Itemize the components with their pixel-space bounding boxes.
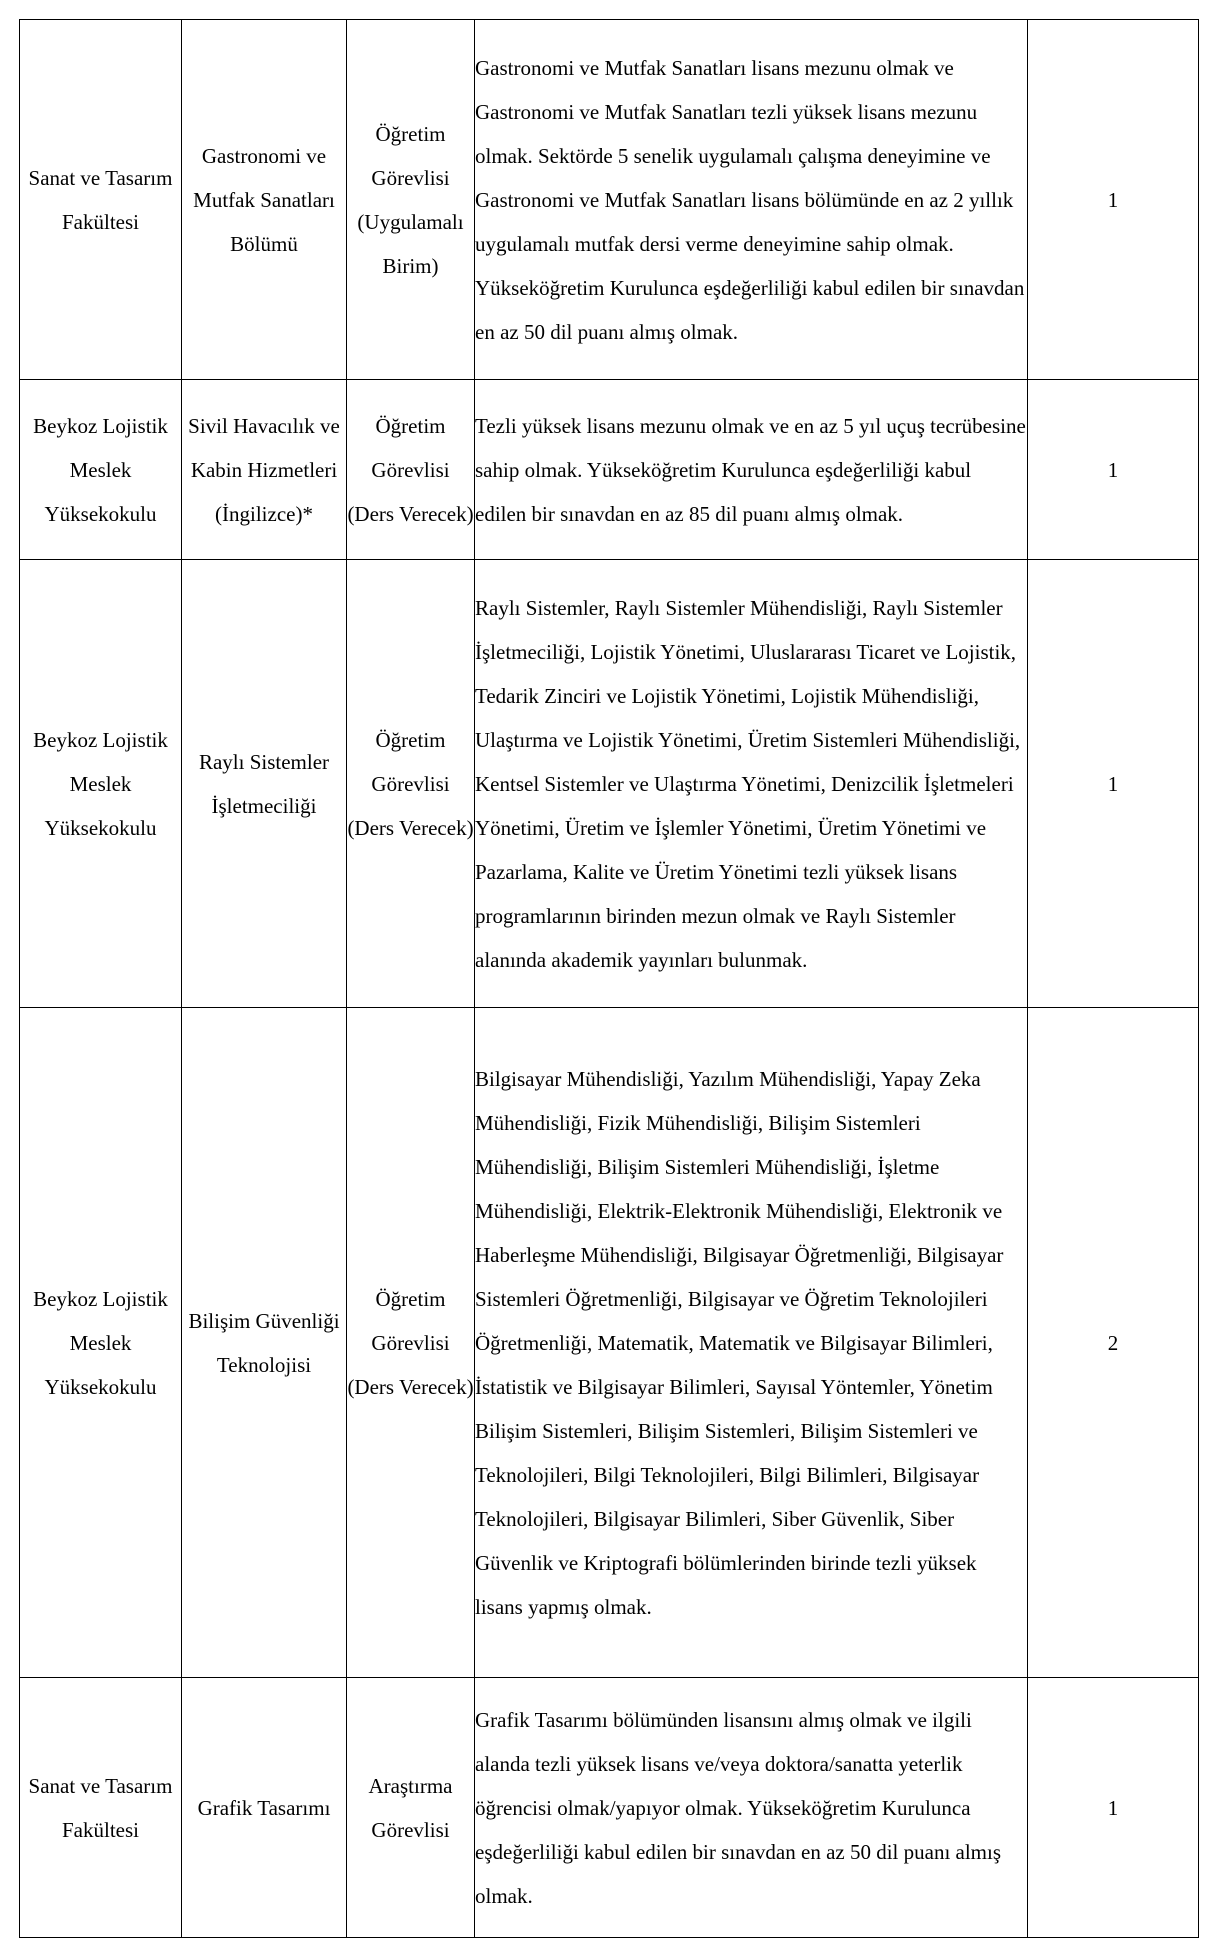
position-title-cell: [347, 1678, 475, 1938]
table-row: [20, 1008, 1199, 1678]
requirements-text: Gastronomi ve Mutfak Sanatları lisans mezunu olmak ve Gastronomi ve Mutfak Sanatları tezli yüksek lisans mezunu olmak. Sektörde 5 senelik uygulamalı çalışma deneyimine ve Gastronomi ve Mutfak Sanatları lisans bölümünde en az 2 yıllık uygulamalı mutfak dersi verme deneyimine sahip olmak. Yükseköğretim Kurulunca eşdeğerliliği kabul edilen bir sınavdan en az 50 dil puanı almış olmak.: [475, 55, 1025, 344]
unit-cell: [20, 380, 182, 560]
unit-cell: [20, 1678, 182, 1938]
requirements-text: Raylı Sistemler, Raylı Sistemler Mühendisliği, Raylı Sistemler İşletmeciliği, Lojistik Yönetimi, Uluslararası Ticaret ve Lojistik, Tedarik Zinciri ve Lojistik Yönetimi, Lojistik Mühendisliği, Ulaştırma ve Lojistik Yönetimi, Üretim Sistemleri Mühendisliği, Kentsel Sistemler ve Ulaştırma Yönetimi, Denizcilik İşletmeleri Yönetimi, Üretim ve İşlemler Yönetimi, Üretim Yönetimi ve Pazarlama, Kalite ve Üretim Yönetimi tezli yüksek lisans programlarının birinden mezun olmak ve Raylı Sistemler alanında akademik yayınları bulunmak.: [475, 595, 1021, 972]
unit-cell: [20, 1008, 182, 1678]
position-title-cell: [347, 20, 475, 380]
department-text: Bilişim Güvenliği Teknolojisi: [188, 1308, 340, 1377]
count-cell: [1028, 560, 1199, 1008]
department-cell: [182, 380, 347, 560]
requirements-cell: [475, 1678, 1028, 1938]
department-text: Gastronomi ve Mutfak Sanatları Bölümü: [193, 143, 335, 256]
positions-table: [19, 19, 1199, 1938]
count-text: 2: [1107, 1330, 1119, 1355]
position-title-cell: [347, 380, 475, 560]
unit-cell: [20, 20, 182, 380]
count-text: 1: [1107, 187, 1119, 212]
requirements-text: Grafik Tasarımı bölümünden lisansını almış olmak ve ilgili alanda tezli yüksek lisans ve/veya doktora/sanatta yeterlik öğrencisi olmak/yapıyor olmak. Yükseköğretim Kurulunca eşdeğerliliği kabul edilen bir sınavdan en az 50 dil puanı almış olmak.: [475, 1707, 1002, 1908]
count-cell: [1028, 1008, 1199, 1678]
position-title-text: Öğretim Görevlisi (Ders Verecek): [347, 727, 474, 840]
requirements-cell: [475, 560, 1028, 1008]
requirements-cell: [475, 1008, 1028, 1678]
position-title-cell: [347, 1008, 475, 1678]
department-text: Raylı Sistemler İşletmeciliği: [198, 749, 330, 818]
count-cell: [1028, 380, 1199, 560]
unit-cell: [20, 560, 182, 1008]
department-cell: [182, 20, 347, 380]
count-cell: [1028, 1678, 1199, 1938]
count-cell: [1028, 20, 1199, 380]
position-title-text: Öğretim Görevlisi (Uygulamalı Birim): [357, 121, 464, 278]
position-title-cell: [347, 560, 475, 1008]
position-title-text: Araştırma Görevlisi: [368, 1773, 453, 1842]
table-row: [20, 20, 1199, 380]
count-text: 1: [1107, 457, 1119, 482]
count-text: 1: [1107, 771, 1119, 796]
department-text: Sivil Havacılık ve Kabin Hizmetleri (İngilizce)*: [188, 413, 340, 526]
unit-text: Beykoz Lojistik Meslek Yüksekokulu: [33, 1286, 168, 1399]
unit-text: Sanat ve Tasarım Fakültesi: [28, 1773, 173, 1842]
department-text: Grafik Tasarımı: [197, 1795, 331, 1820]
requirements-cell: [475, 20, 1028, 380]
unit-text: Beykoz Lojistik Meslek Yüksekokulu: [33, 413, 168, 526]
requirements-text: Tezli yüksek lisans mezunu olmak ve en az 5 yıl uçuş tecrübesine sahip olmak. Yükseköğretim Kurulunca eşdeğerliliği kabul edilen bir sınavdan en az 85 dil puanı almış olmak.: [475, 413, 1026, 526]
table-row: [20, 560, 1199, 1008]
requirements-text: Bilgisayar Mühendisliği, Yazılım Mühendisliği, Yapay Zeka Mühendisliği, Fizik Mühendisliği, Bilişim Sistemleri Mühendisliği, Bilişim Sistemleri Mühendisliği, İşletme Mühendisliği, Elektrik-Elektronik Mühendisliği, Elektronik ve Haberleşme Mühendisliği, Bilgisayar Öğretmenliği, Bilgisayar Sistemleri Öğretmenliği, Bilgisayar ve Öğretim Teknolojileri Öğretmenliği, Matematik, Matematik ve Bilgisayar Bilimleri, İstatistik ve Bilgisayar Bilimleri, Sayısal Yöntemler, Yönetim Bilişim Sistemleri, Bilişim Sistemleri, Bilişim Sistemleri ve Teknolojileri, Bilgi Teknolojileri, Bilgi Bilimleri, Bilgisayar Teknolojileri, Bilgisayar Bilimleri, Siber Güvenlik, Siber Güvenlik ve Kriptografi bölümlerinden birinde tezli yüksek lisans yapmış olmak.: [475, 1066, 1004, 1619]
department-cell: [182, 560, 347, 1008]
position-title-text: Öğretim Görevlisi (Ders Verecek): [347, 1286, 474, 1399]
department-cell: [182, 1678, 347, 1938]
department-cell: [182, 1008, 347, 1678]
table-row: [20, 380, 1199, 560]
unit-text: Sanat ve Tasarım Fakültesi: [28, 165, 173, 234]
unit-text: Beykoz Lojistik Meslek Yüksekokulu: [33, 727, 168, 840]
table-row: [20, 1678, 1199, 1938]
requirements-cell: [475, 380, 1028, 560]
count-text: 1: [1107, 1795, 1119, 1820]
position-title-text: Öğretim Görevlisi (Ders Verecek): [347, 413, 474, 526]
